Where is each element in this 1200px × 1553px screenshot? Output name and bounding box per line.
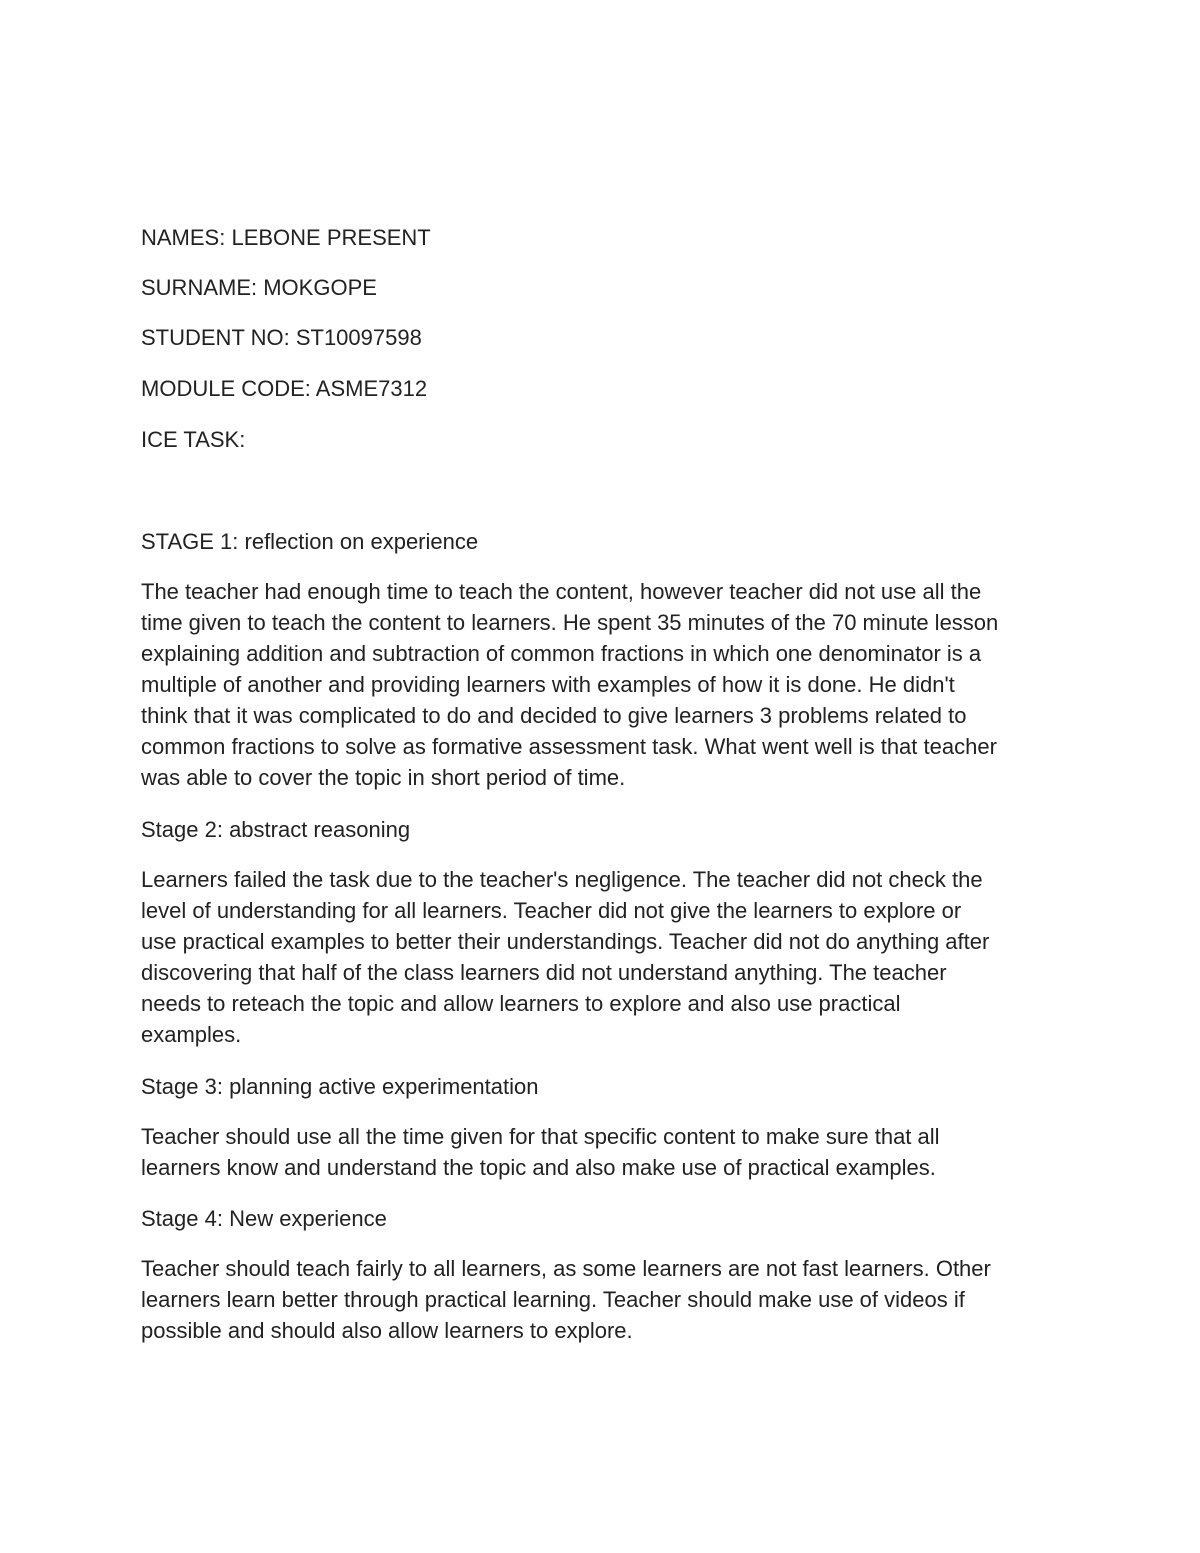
paragraph-line: Teacher should use all the time given for that specific content to make sure that all: [141, 1124, 940, 1149]
stage-3-paragraph: [141, 1121, 1081, 1183]
paragraph-line: examples.: [141, 1022, 242, 1047]
stage-3-heading: Stage 3: planning active experimentation: [141, 1074, 539, 1099]
surname-line: SURNAME: MOKGOPE: [141, 275, 377, 300]
student-number-line: STUDENT NO: ST10097598: [141, 325, 422, 350]
paragraph-line: common fractions to solve as formative assessment task. What went well is that teacher: [141, 734, 997, 759]
paragraph-line: discovering that half of the class learners did not understand anything. The teacher: [141, 960, 947, 985]
paragraph-line: learners learn better through practical learning. Teacher should make use of videos if: [141, 1287, 965, 1312]
stage-1-paragraph: [141, 576, 1081, 793]
paragraph-line: The teacher had enough time to teach the content, however teacher did not use all the: [141, 579, 982, 604]
stage-4-heading: Stage 4: New experience: [141, 1206, 387, 1231]
paragraph-line: time given to teach the content to learners. He spent 35 minutes of the 70 minute lesson: [141, 610, 999, 635]
paragraph-line: think that it was complicated to do and decided to give learners 3 problems related to: [141, 703, 967, 728]
stage-2-heading: Stage 2: abstract reasoning: [141, 817, 411, 842]
paragraph-line: needs to reteach the topic and allow learners to explore and also use practical: [141, 991, 901, 1016]
ice-task-line: ICE TASK:: [141, 427, 246, 452]
names-line: NAMES: LEBONE PRESENT: [141, 225, 431, 250]
paragraph-line: multiple of another and providing learners with examples of how it is done. He didn't: [141, 672, 955, 697]
stage-1-heading: STAGE 1: reflection on experience: [141, 529, 479, 554]
module-code-line: MODULE CODE: ASME7312: [141, 376, 428, 401]
paragraph-line: explaining addition and subtraction of common fractions in which one denominator is a: [141, 641, 982, 666]
paragraph-line: possible and should also allow learners to explore.: [141, 1318, 633, 1343]
paragraph-line: was able to cover the topic in short period of time.: [141, 765, 626, 790]
stage-4-paragraph: [141, 1253, 1081, 1346]
paragraph-line: level of understanding for all learners. Teacher did not give the learners to explore or: [141, 898, 962, 923]
paragraph-line: Learners failed the task due to the teacher's negligence. The teacher did not check the: [141, 867, 983, 892]
paragraph-line: learners know and understand the topic and also make use of practical examples.: [141, 1155, 936, 1180]
paragraph-line: use practical examples to better their understandings. Teacher did not do anything after: [141, 929, 990, 954]
stage-2-paragraph: [141, 864, 1081, 1050]
paragraph-line: Teacher should teach fairly to all learners, as some learners are not fast learners. Other: [141, 1256, 991, 1281]
